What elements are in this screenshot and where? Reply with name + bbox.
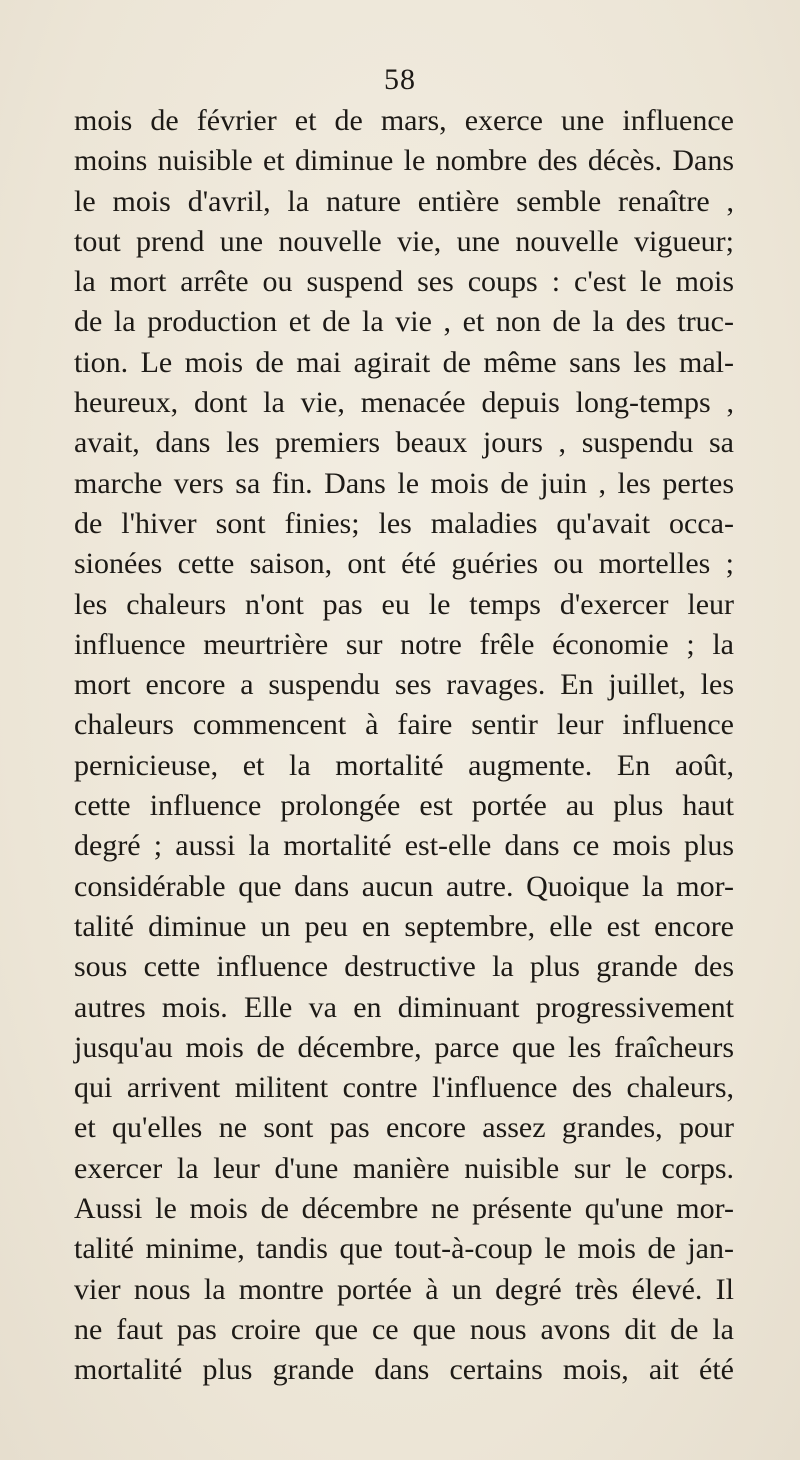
text-line: sous cette influence destructive la plus grande des [74,950,734,984]
text-line: tout prend une nouvelle vie, une nouvelle vigueur; [74,224,734,258]
text-line: degré ; aussi la mortalité est-elle dans ce mois plus [74,829,734,863]
text-line: le mois d'avril, la nature entière semble renaître , [74,184,734,218]
text-line: exercer la leur d'une manière nuisible sur le corps. [74,1151,734,1185]
text-line: tion. Le mois de mai agirait de même sans les mal- [74,345,734,379]
text-line: talité minime, tandis que tout-à-coup le mois de jan- [74,1232,734,1266]
text-line: qui arrivent militent contre l'influence des chaleurs, [74,1071,734,1105]
text-line: et qu'elles ne sont pas encore assez grandes, pour [74,1111,734,1145]
text-line: pernicieuse, et la mortalité augmente. En août, [74,748,734,782]
text-line: heureux, dont la vie, menacée depuis long-temps , [74,386,734,420]
text-line: marche vers sa fin. Dans le mois de juin , les pertes [74,466,734,500]
text-line: jusqu'au mois de décembre, parce que les fraîcheurs [74,1030,734,1064]
text-line: mortalité plus grande dans certains mois, ait été [74,1353,734,1387]
text-line: la mort arrête ou suspend ses coups : c'est le mois [74,265,734,299]
text-line: cette influence prolongée est portée au plus haut [74,789,734,823]
text-line: de l'hiver sont finies; les maladies qu'avait occa- [74,506,734,540]
body-text [74,101,734,1391]
text-line: moins nuisible et diminue le nombre des décès. Dans [74,144,734,178]
text-line: sionées cette saison, ont été guéries ou mortelles ; [74,547,734,581]
text-line: ne faut pas croire que ce que nous avons dit de la [74,1312,734,1346]
text-line: considérable que dans aucun autre. Quoique la mor- [74,869,734,903]
text-line: chaleurs commencent à faire sentir leur influence [74,708,734,742]
text-line: autres mois. Elle va en diminuant progressivement [74,990,734,1024]
page-number: 58 [384,63,416,96]
text-line: avait, dans les premiers beaux jours , suspendu sa [74,426,734,460]
text-line: Aussi le mois de décembre ne présente qu'une mor- [74,1192,734,1226]
text-line: influence meurtrière sur notre frêle économie ; la [74,627,734,661]
text-line: mois de février et de mars, exerce une influence [74,104,734,137]
text-line: talité diminue un peu en septembre, elle est encore [74,909,734,943]
text-line: de la production et de la vie , et non de la des truc- [74,305,734,339]
text-line: mort encore a suspendu ses ravages. En juillet, les [74,668,734,702]
text-line: les chaleurs n'ont pas eu le temps d'exercer leur [74,587,734,621]
text-line: vier nous la montre portée à un degré très élevé. Il [74,1272,734,1306]
